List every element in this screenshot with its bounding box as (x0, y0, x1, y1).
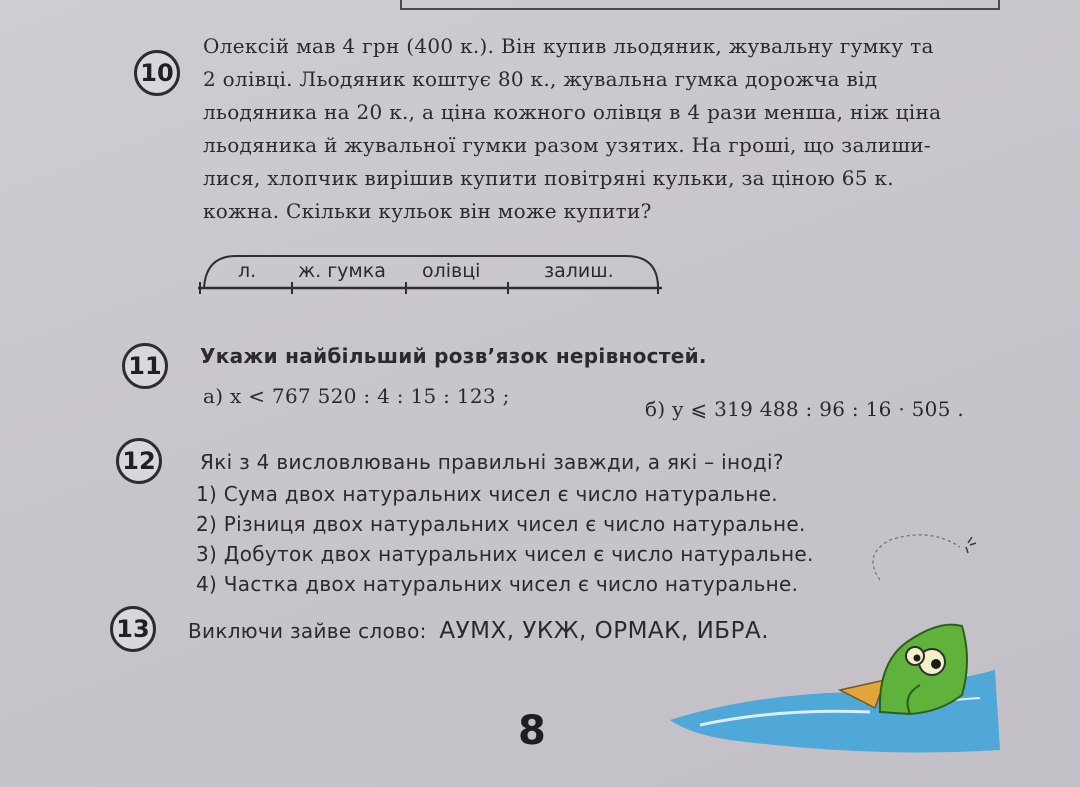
question-12-item: 4) Частка двох натуральних чисел є число натуральне. (196, 572, 799, 596)
question-11-part-b: б) y ⩽ 319 488 : 96 : 16 · 505 . (645, 397, 965, 421)
question-number-12: 12 (116, 438, 162, 484)
question-12-item: 3) Добуток двох натуральних чисел є число натуральне. (196, 542, 814, 566)
top-frame (400, 0, 1000, 10)
question-13-words: АУМХ, УКЖ, ОРМАК, ИБРА. (439, 618, 770, 644)
q10-line: Олексій мав 4 грн (400 к.). Він купив льодяник, жувальну гумку та (203, 34, 934, 58)
question-13-prompt: Виключи зайве слово: (188, 619, 427, 643)
question-number-13: 13 (110, 606, 156, 652)
page-number: 8 (518, 708, 546, 754)
question-12-title: Які з 4 висловлювань правильні завжди, а які – іноді? (200, 450, 784, 474)
question-12-item: 2) Різниця двох натуральних чисел є число натуральне. (196, 512, 806, 536)
question-11-part-a: а) x < 767 520 : 4 : 15 : 123 ; (203, 384, 510, 408)
diagram-label-lollipop: л. (238, 260, 257, 282)
q10-line: льодяника й жувальної гумки разом узятих. На гроші, що залиши- (203, 133, 931, 157)
diagram-label-remainder: залиш. (544, 260, 614, 282)
q10-line: льодяника на 20 к., а ціна кожного олівця в 4 рази менша, ніж ціна (203, 100, 942, 124)
question-11-title: Укажи найбільший розв’язок нерівностей. (200, 344, 707, 368)
fish-icon (670, 600, 1010, 760)
question-12-item: 1) Сума двох натуральних чисел є число натуральне. (196, 482, 778, 506)
diagram-label-pencils: олівці (422, 260, 481, 282)
question-number-10: 10 (134, 50, 180, 96)
question-10-text (203, 30, 983, 228)
doodle-icon (860, 525, 980, 595)
question-number-11: 11 (122, 343, 168, 389)
q10-line: лися, хлопчик вирішив купити повітряні кульки, за ціною 65 к. (203, 166, 894, 190)
diagram-label-gum: ж. гумка (298, 260, 386, 282)
q10-line: кожна. Скільки кульок він може купити? (203, 199, 652, 223)
q10-line: 2 олівці. Льодяник коштує 80 к., жувальна гумка дорожча від (203, 67, 878, 91)
segment-diagram (196, 250, 666, 300)
